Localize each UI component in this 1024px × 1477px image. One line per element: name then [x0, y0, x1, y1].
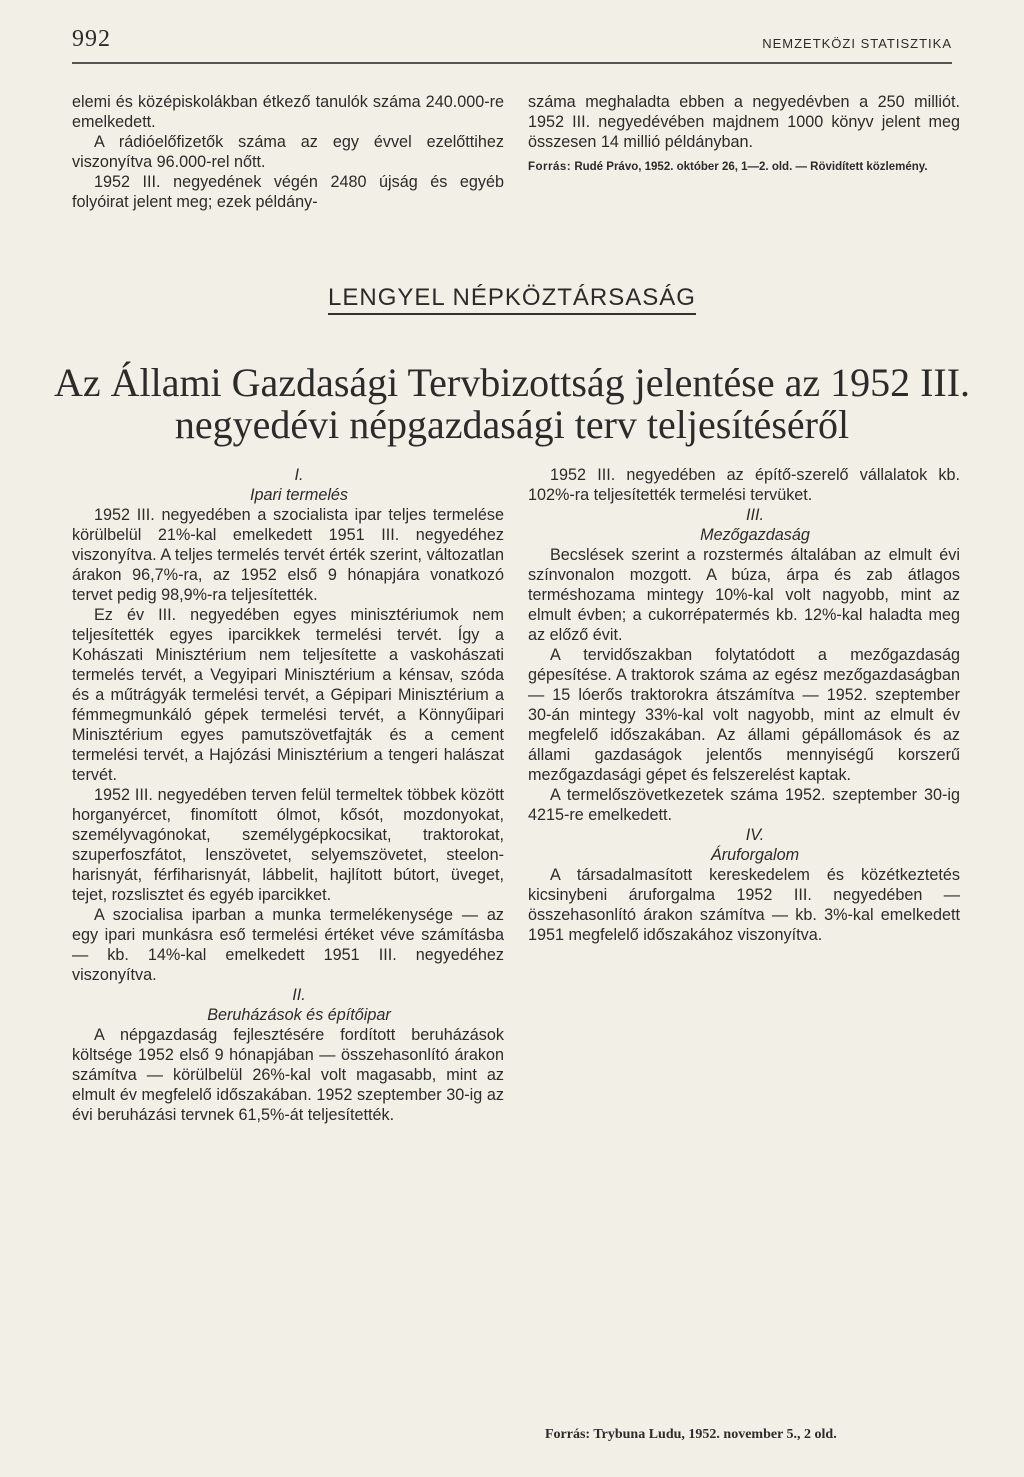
- section-number: III.: [746, 506, 764, 524]
- running-head: [72, 22, 952, 64]
- paragraph: A társadalmasított kereskedelem és közétkeztetés kicsinybeni áruforgalma 1952 III. negyedében — összehasonlító árakon számítva — kb. 3%-kal emelkedett 1951 megfelelő időszakához viszonyítva.: [528, 866, 960, 944]
- country-heading: [0, 284, 1024, 312]
- article-title-line-2: negyedévi népgazdasági terv teljesítéséről: [174, 402, 850, 447]
- source-text: Rudé Právo, 1952. október 26, 1—2. old. — Rövidített közlemény.: [574, 161, 928, 173]
- paragraph: száma meghaladta ebben a negyedévben a 250 milliót. 1952 III. negyedévében majdnem 1000 könyv jelent meg összesen 14 millió példányban.: [528, 93, 960, 151]
- section-title: Mezőgazdaság: [700, 526, 810, 544]
- section-number: I.: [294, 466, 304, 484]
- paragraph: A termelőszövetkezetek száma 1952. szeptember 30-ig 4215-re emelkedett.: [528, 786, 960, 824]
- top-left-column: [72, 92, 504, 212]
- paragraph: 1952 III. negyedének végén 2480 újság és egyéb folyóirat jelent meg; ezek példány-: [72, 173, 504, 211]
- section-title: Ipari termelés: [249, 486, 349, 504]
- paragraph: 1952 III. negyedében az építő-szerelő vállalatok kb. 102%-ra teljesítették termelési tervüket.: [528, 466, 960, 504]
- main-right-column: [528, 465, 960, 945]
- source-label: Forrás:: [545, 1427, 591, 1442]
- paragraph: A rádióelőfizetők száma az egy évvel ezelőttihez viszonyítva 96.000-rel nőtt.: [72, 133, 504, 171]
- country-heading-text: LENGYEL NÉPKÖZTÁRSASÁG: [328, 284, 696, 315]
- source-text: Trybuna Ludu, 1952. november 5., 2 old.: [593, 1427, 837, 1442]
- paragraph: 1952 III. negyedében terven felül termeltek többek között horganyércet, finomított ólmot, kősót, mozdonyokat, személyvagónokat, személygépkocsikat, traktorokat, szuperfoszfátot, lenszövetet, selyemszövetet, steelon-harisnyát, férfiharisnyát, lábbelit, hajlított bútort, üveget, tejet, rozslisztet és egyéb iparcikket.: [72, 786, 504, 904]
- article-title-line-1: Az Állami Gazdasági Tervbizottság jelentése az 1952 III.: [53, 360, 971, 405]
- paragraph: Becslések szerint a rozstermés általában az elmult évi színvonalon mozgott. A búza, árpa és zab átlagos terméshozama mintegy 10%-kal volt nagyobb, mint az elmult évben; a cukorrépatermés kb. 12%-kal haladta meg az előző évit.: [528, 546, 960, 644]
- paragraph: A szocialisa iparban a munka termelékenysége — az egy ipari munkásra eső termelési értéket véve számításba — kb. 14%-kal emelkedett 1951 III. negyedéhez viszonyítva.: [72, 906, 504, 984]
- paragraph: elemi és középiskolákban étkező tanulók száma 240.000-re emelkedett.: [72, 93, 504, 131]
- bottom-source-note: [545, 1427, 837, 1443]
- source-label: Forrás:: [528, 161, 572, 173]
- section-number: II.: [292, 986, 306, 1004]
- journal-title: NEMZETKÖZI STATISZTIKA: [762, 36, 952, 51]
- section-title: Áruforgalom: [710, 846, 800, 864]
- source-note: [528, 160, 960, 175]
- paragraph: 1952 III. negyedében a szocialista ipar teljes termelése körülbelül 21%-kal emelkedett 1951 III. negyedéhez viszonyítva. A teljes termelés tervét érték szerint, változatlan árakon 96,7%-ra, az 1952 első 9 hónapjára vonatkozó tervet pedig 98,9%-ra teljesítették.: [72, 506, 504, 604]
- paragraph: A tervidőszakban folytatódott a mezőgazdaság gépesítése. A traktorok száma az egész mezőgazdaságban — 15 lóerős traktorokra átszámítva — 1952. szeptember 30-án mintegy 33%-kal volt nagyobb, mint az elmult év megfelelő időszakában. Az állami gépállomások és az állami gazdaságok jelentős mennyiségű korszerű mezőgazdasági gépet és felszerelést kaptak.: [528, 646, 960, 784]
- section-title: Beruházások és építőipar: [207, 1006, 391, 1024]
- paragraph: A népgazdaság fejlesztésére fordított beruházások költsége 1952 első 9 hónapjában — összehasonlító árakon számítva — körülbelül 26%-kal volt magasabb, mint az elmult év megfelelő időszakában. 1952 szeptember 30-ig az évi beruházási tervnek 61,5%-át teljesítették.: [72, 1026, 504, 1124]
- top-right-column: [528, 92, 960, 175]
- main-left-column: [72, 465, 504, 1125]
- paragraph: Ez év III. negyedében egyes minisztériumok nem teljesítették egyes iparcikkek termelési tervét. Így a Kohászati Minisztérium nem teljesítette a vaskohászati termelés tervét, a Vegyipari Minisztérium a kénsav, szóda és a műtrágyák termelési tervét, a Gépipari Minisztérium a fémmegmunkáló gépek termelési tervét, a Könnyűipari Minisztérium egyes pamutszövetfajták és a cement termelési tervét, a Hajózási Minisztérium a tengeri halászat tervét.: [72, 606, 504, 784]
- page-number: 992: [72, 26, 111, 52]
- section-number: IV.: [745, 826, 765, 844]
- article-title: [40, 362, 984, 446]
